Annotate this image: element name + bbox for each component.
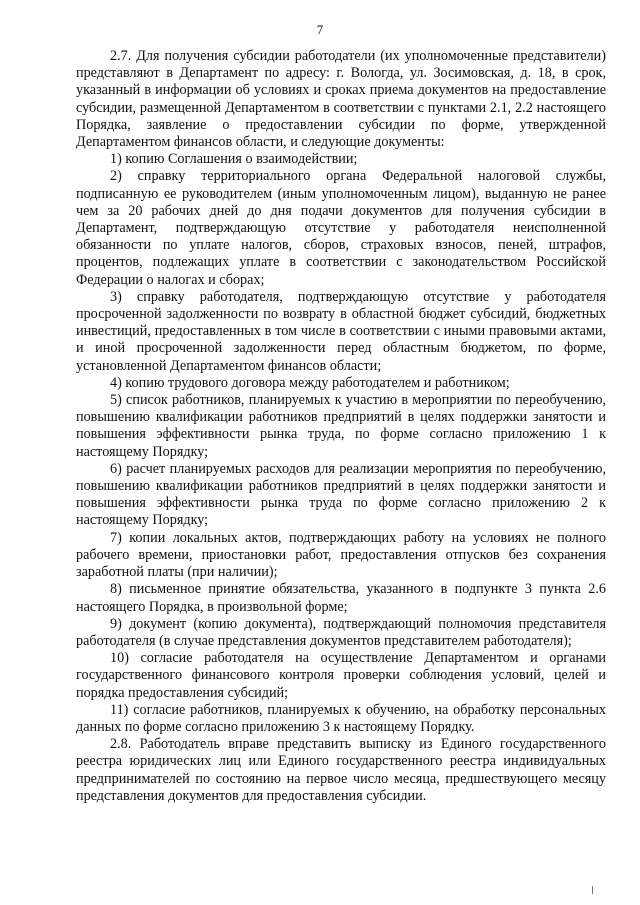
page-number: 7 [316,22,324,37]
paragraph-2-7: 2.7. Для получения субсидии работодатели (их уполномоченные представители) представляют в Департамент по адресу: г. Вологда, ул. Зосимовская, д. 18, в срок, указанный в информации об условиях и сроках приема документов на предоставление субсидии, размещенной Департаментом в соответствии с пунктами 2.1, 2.2 настоящего Порядка, заявление о предоставлении субсидии по форме, утвержденной Департаментом финансов области, и следующие документы: [76,48,606,151]
list-item-1: 1) копию Соглашения о взаимодействии; [110,151,358,168]
list-item-2: 2) справку территориального органа Федеральной налоговой службы, подписанную ее руководителем (иным уполномоченным лицом), выданную не ранее чем за 20 рабочих дней до дня подачи документов для получения субсидии в Департамент, подтверждающую отсутствие у работодателя неисполненной обязанности по уплате налогов, сборов, страховых взносов, пеней, штрафов, процентов, подлежащих уплате в соответствии с законодательством Российской Федерации о налогах и сборах; [76,168,606,288]
list-item-11: 11) согласие работников, планируемых к обучению, на обработку персональных данных по форме согласно приложению 3 к настоящему Порядку. [76,701,606,735]
list-item-4: 4) копию трудового договора между работодателем и работником; [110,374,510,391]
document-body [76,48,606,805]
list-item-10: 10) согласие работодателя на осуществление Департаментом и органами государственного финансового контроля проверки соблюдения условий, целей и порядка предоставления субсидий; [76,650,606,701]
paragraph-2-8: 2.8. Работодатель вправе представить выписку из Единого государственного реестра юридических лиц или Единого государственного реестра индивидуальных предпринимателей по состоянию на первое число месяца, предшествующего месяцу представления документов для предоставления субсидии. [76,736,606,804]
list-item-8: 8) письменное принятие обязательства, указанного в подпункте 3 пункта 2.6 настоящего Порядка, в произвольной форме; [76,581,606,615]
list-item-6: 6) расчет планируемых расходов для реализации мероприятия по переобучению, повышению квалификации работников предприятий в целях поддержки занятости и повышения эффективности рынка труда по форме согласно приложению 2 к настоящему Порядку; [76,460,606,529]
list-item-9: 9) документ (копию документа), подтверждающий полномочия представителя работодателя (в случае представления документов представителем работодателя); [76,615,606,649]
list-item-7: 7) копии локальных актов, подтверждающих работу на условиях не полного рабочего времени, приостановки работ, предоставления отпусков без сохранения заработной платы (при наличии); [76,529,606,581]
scan-mark [592,886,593,894]
list-item-3: 3) справку работодателя, подтверждающую отсутствие у работодателя просроченной задолженности по возврату в областной бюджет субсидий, бюджетных инвестиций, предоставленных в том числе в соответствии с иными правовыми актами, и иной просроченной задолженности перед областным бюджетом, по форме, установленной Департаментом финансов области; [76,288,606,374]
list-item-5: 5) список работников, планируемых к участию в мероприятии по переобучению, повышению квалификации работников предприятий в целях поддержки занятости и повышения эффективности рынка труда, по форме согласно приложению 1 к настоящему Порядку; [76,392,606,460]
